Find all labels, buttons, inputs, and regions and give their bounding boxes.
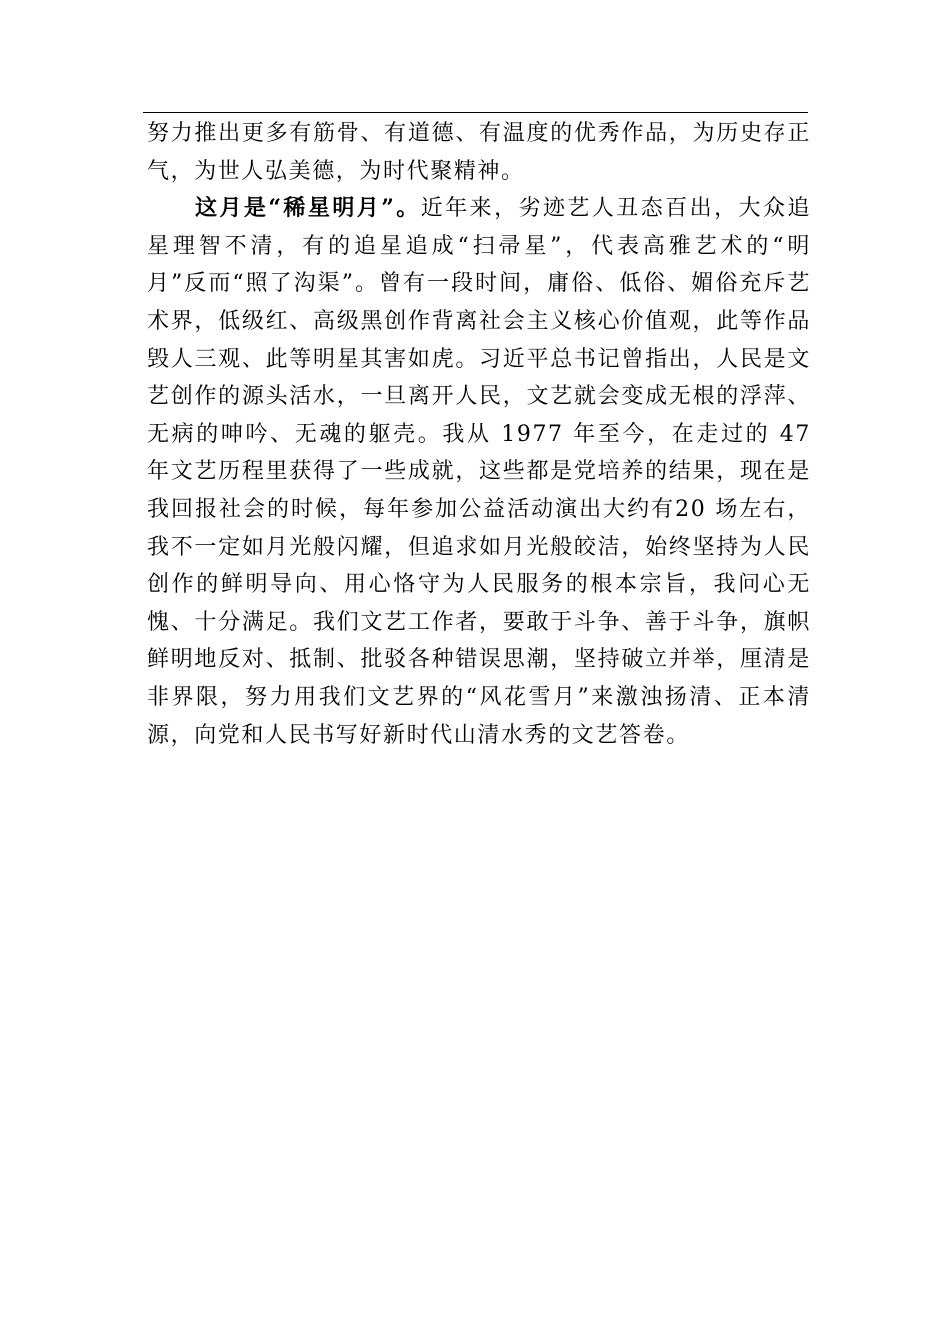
body-text: [147, 115, 811, 754]
paragraph-lead-heading: 这月是“稀星明月”。: [195, 195, 421, 222]
paragraph-moon: [147, 190, 811, 754]
paragraph-body-text: 近年来，劣迹艺人丑态百出，大众追星理智不清，有的追星追成“扫帚星”，代表高雅艺术的“明月”反而“照了沟渠”。曾有一段时间，庸俗、低俗、媚俗充斥艺术界，低级红、高级黑创作背离社会主义核心价值观，此等作品毁人三观、此等明星其害如虎。习近平总书记曾指出，人民是文艺创作的源头活水，一旦离开人民，文艺就会变成无根的浮萍、无病的呻吟、无魂的躯壳。我从 1977 年至今，在走过的 47 年文艺历程里获得了一些成就，这些都是党培养的结果，现在是我回报社会的时候，每年参加公益活动演出大约有20 场左右，我不一定如月光般闪耀，但追求如月光般皎洁，始终坚持为人民创作的鲜明导向、用心恪守为人民服务的根本宗旨，我问心无愧、十分满足。我们文艺工作者，要敢于斗争、善于斗争，旗帜鲜明地反对、抵制、批驳各种错误思潮，坚持破立并举，厘清是非界限，努力用我们文艺界的“风花雪月”来激浊扬清、正本清源，向党和人民书写好新时代山清水秀的文艺答卷。: [147, 196, 811, 748]
header-rule: [143, 112, 808, 113]
paragraph-continued: 努力推出更多有筋骨、有道德、有温度的优秀作品，为历史存正气，为世人弘美德，为时代聚精神。: [147, 121, 811, 184]
